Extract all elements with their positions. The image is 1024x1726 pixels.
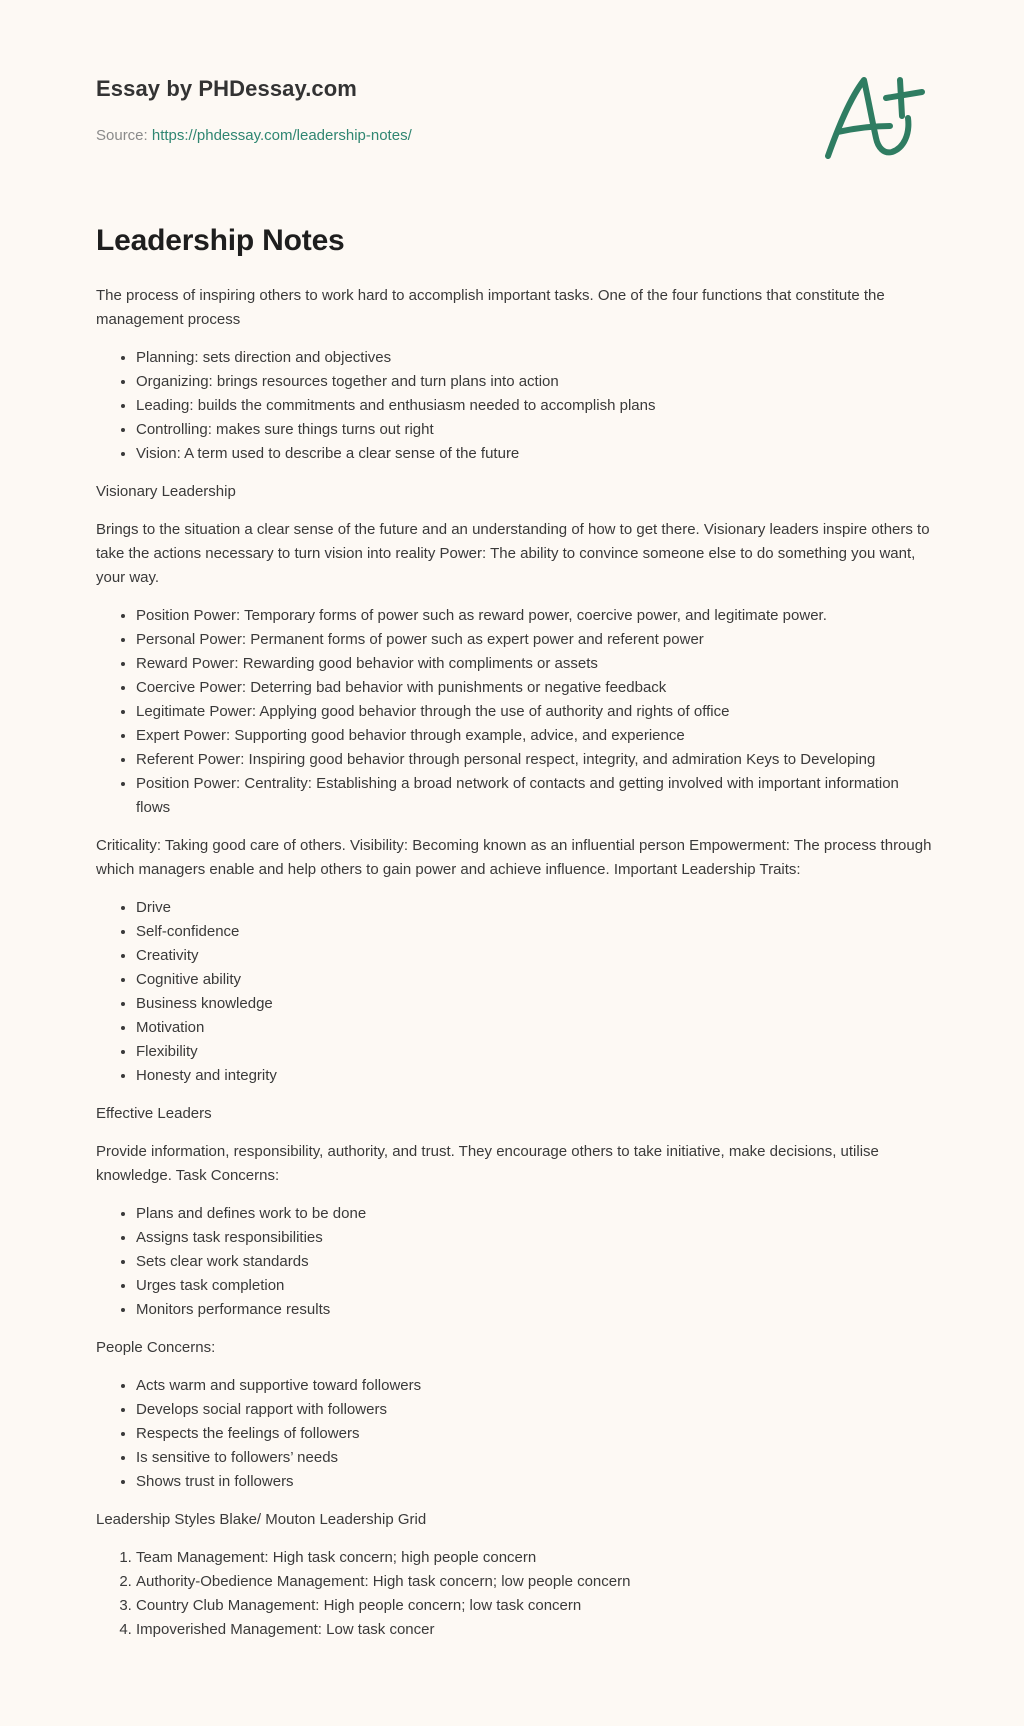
list-item: • Drive — [136, 896, 936, 920]
effective-leaders-paragraph: Provide information, responsibility, authority, and trust. They encourage others to take initiative, make decisions, utilise knowledge. Task Concerns: — [96, 1143, 879, 1184]
list-item: • Monitors performance results — [136, 1298, 936, 1322]
list-item: • Leading: builds the commitments and enthusiasm needed to accomplish plans — [136, 394, 936, 418]
list-item: • Acts warm and supportive toward followers — [136, 1374, 936, 1398]
criticality-paragraph: Criticality: Taking good care of others. Visibility: Becoming known as an influential person Empowerment: The process through which managers enable and help others to gain power and achieve influence. Important Leadership Traits: — [96, 837, 932, 878]
list-item: • Flexibility — [136, 1040, 936, 1064]
list-item: • Shows trust in followers — [136, 1470, 936, 1494]
list-item: • Organizing: brings resources together and turn plans into action — [136, 370, 936, 394]
source-link[interactable]: https://phdessay.com/leadership-notes/ — [151, 127, 412, 144]
list-item: • Plans and defines work to be done — [136, 1202, 936, 1226]
list-item: 4. Impoverished Management: Low task concer — [136, 1618, 936, 1642]
list-item: • Expert Power: Supporting good behavior through example, advice, and experience — [136, 724, 936, 748]
list-item: • Reward Power: Rewarding good behavior with compliments or assets — [136, 652, 936, 676]
list-item: • Referent Power: Inspiring good behavior through personal respect, integrity, and admiration Keys to Developing — [136, 748, 936, 772]
list-item: • Respects the feelings of followers — [136, 1422, 936, 1446]
list-item: • Motivation — [136, 1016, 936, 1040]
leadership-traits-list — [96, 896, 936, 1088]
list-item: • Position Power: Temporary forms of power such as reward power, coercive power, and legitimate power. — [136, 604, 936, 628]
list-item: 2. Authority-Obedience Management: High task concern; low people concern — [136, 1570, 936, 1594]
list-item: • Position Power: Centrality: Establishing a broad network of contacts and getting involved with important information flows — [136, 772, 936, 820]
article-title: Leadership Notes — [96, 224, 345, 257]
a-plus-logo-icon — [818, 68, 928, 168]
list-item: • Assigns task responsibilities — [136, 1226, 936, 1250]
list-item: • Controlling: makes sure things turns out right — [136, 418, 936, 442]
list-item: • Coercive Power: Deterring bad behavior with punishments or negative feedback — [136, 676, 936, 700]
management-functions-list — [96, 346, 936, 466]
visionary-leadership-label: Visionary Leadership — [96, 483, 236, 500]
list-item: • Legitimate Power: Applying good behavior through the use of authority and rights of office — [136, 700, 936, 724]
list-item: 3. Country Club Management: High people concern; low task concern — [136, 1594, 936, 1618]
list-item: • Develops social rapport with followers — [136, 1398, 936, 1422]
power-types-list — [96, 604, 936, 820]
people-concerns-list — [96, 1374, 936, 1494]
list-item: • Creativity — [136, 944, 936, 968]
list-item: • Vision: A term used to describe a clear sense of the future — [136, 442, 936, 466]
visionary-paragraph: Brings to the situation a clear sense of the future and an understanding of how to get there. Visionary leaders inspire others to take the actions necessary to turn vision into reality Power: The ability to convince someone else to do something you want, your way. — [96, 521, 930, 586]
leadership-styles-list — [96, 1546, 936, 1642]
intro-paragraph: The process of inspiring others to work hard to accomplish important tasks. One of the four functions that constitute the management process — [96, 287, 885, 328]
list-item: • Is sensitive to followers’ needs — [136, 1446, 936, 1470]
list-item: • Personal Power: Permanent forms of power such as expert power and referent power — [136, 628, 936, 652]
article — [96, 224, 936, 1656]
site-title: Essay by PHDessay.com — [96, 76, 357, 101]
list-item: • Self-confidence — [136, 920, 936, 944]
list-item: • Honesty and integrity — [136, 1064, 936, 1088]
list-item: • Sets clear work standards — [136, 1250, 936, 1274]
source-label: Source: — [96, 127, 148, 144]
list-item: • Cognitive ability — [136, 968, 936, 992]
effective-leaders-label: Effective Leaders — [96, 1105, 212, 1122]
people-concerns-label: People Concerns: — [96, 1339, 216, 1356]
list-item: • Urges task completion — [136, 1274, 936, 1298]
list-item: • Planning: sets direction and objectives — [136, 346, 936, 370]
leadership-styles-label: Leadership Styles Blake/ Mouton Leadership Grid — [96, 1511, 427, 1528]
list-item: • Business knowledge — [136, 992, 936, 1016]
list-item: 1. Team Management: High task concern; high people concern — [136, 1546, 936, 1570]
task-concerns-list — [96, 1202, 936, 1322]
source-line — [96, 124, 412, 148]
